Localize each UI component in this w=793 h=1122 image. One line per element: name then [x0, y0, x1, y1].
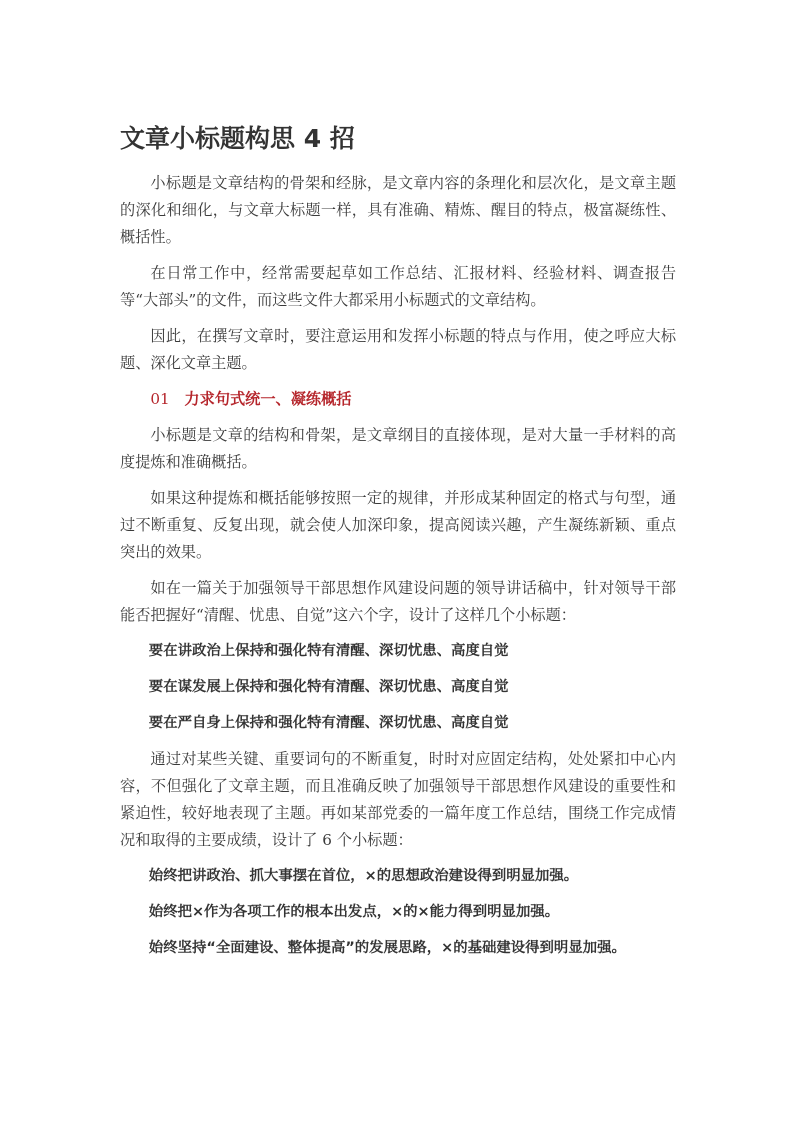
document-page — [120, 120, 676, 971]
intro-paragraph-1: 小标题是文章结构的骨架和经脉，是文章内容的条理化和层次化，是文章主题的深化和细化，与文章大标题一样，具有准确、精炼、醒目的特点，极富凝练性、概括性。 — [120, 174, 676, 246]
example-subtitle-6: 始终坚持“全面建设、整体提高”的发展思路，×的基础建设得到明显加强。 — [148, 940, 626, 956]
intro-paragraph-2: 在日常工作中，经常需要起草如工作总结、汇报材料、经验材料、调查报告等“大部头”的文件，而这些文件大都采用小标题式的文章结构。 — [120, 264, 676, 309]
example-subtitle-1: 要在讲政治上保持和强化特有清醒、深切忧患、高度自觉 — [148, 643, 509, 659]
section-number: 01 — [150, 390, 170, 408]
section1-paragraph-4: 通过对某些关键、重要词句的不断重复，时时对应固定结构，处处紧扣中心内容，不但强化了文章主题，而且准确反映了加强领导干部思想作风建设的重要性和紧迫性，较好地表现了主题。再如某部党委的一篇年度工作总结，围绕工作完成情况和取得的主要成绩，设计了 6 个小标题： — [120, 750, 676, 849]
section1-paragraph-3: 如在一篇关于加强领导干部思想作风建设问题的领导讲话稿中，针对领导干部能否把握好“清醒、忧患、自觉”这六个字，设计了这样几个小标题： — [120, 579, 676, 624]
section-heading-1 — [120, 386, 676, 413]
example-subtitle-4: 始终把讲政治、抓大事摆在首位，×的思想政治建设得到明显加强。 — [148, 868, 579, 884]
document-title: 文章小标题构思 4 招 — [120, 124, 355, 153]
example-subtitle-3: 要在严自身上保持和强化特有清醒、深切忧患、高度自觉 — [148, 715, 509, 731]
example-subtitle-2: 要在谋发展上保持和强化特有清醒、深切忧患、高度自觉 — [148, 679, 509, 695]
section1-paragraph-1: 小标题是文章的结构和骨架，是文章纲目的直接体现，是对大量一手材料的高度提炼和准确概括。 — [120, 426, 676, 471]
section1-paragraph-2: 如果这种提炼和概括能够按照一定的规律，并形成某种固定的格式与句型，通过不断重复、反复出现，就会使人加深印象，提高阅读兴趣，产生凝练新颖、重点突出的效果。 — [120, 489, 676, 561]
intro-paragraph-3: 因此，在撰写文章时，要注意运用和发挥小标题的特点与作用，使之呼应大标题、深化文章主题。 — [120, 327, 676, 372]
example-subtitle-5: 始终把×作为各项工作的根本出发点，×的×能力得到明显加强。 — [148, 904, 560, 920]
section-heading-text: 力求句式统一、凝练概括 — [184, 390, 352, 408]
